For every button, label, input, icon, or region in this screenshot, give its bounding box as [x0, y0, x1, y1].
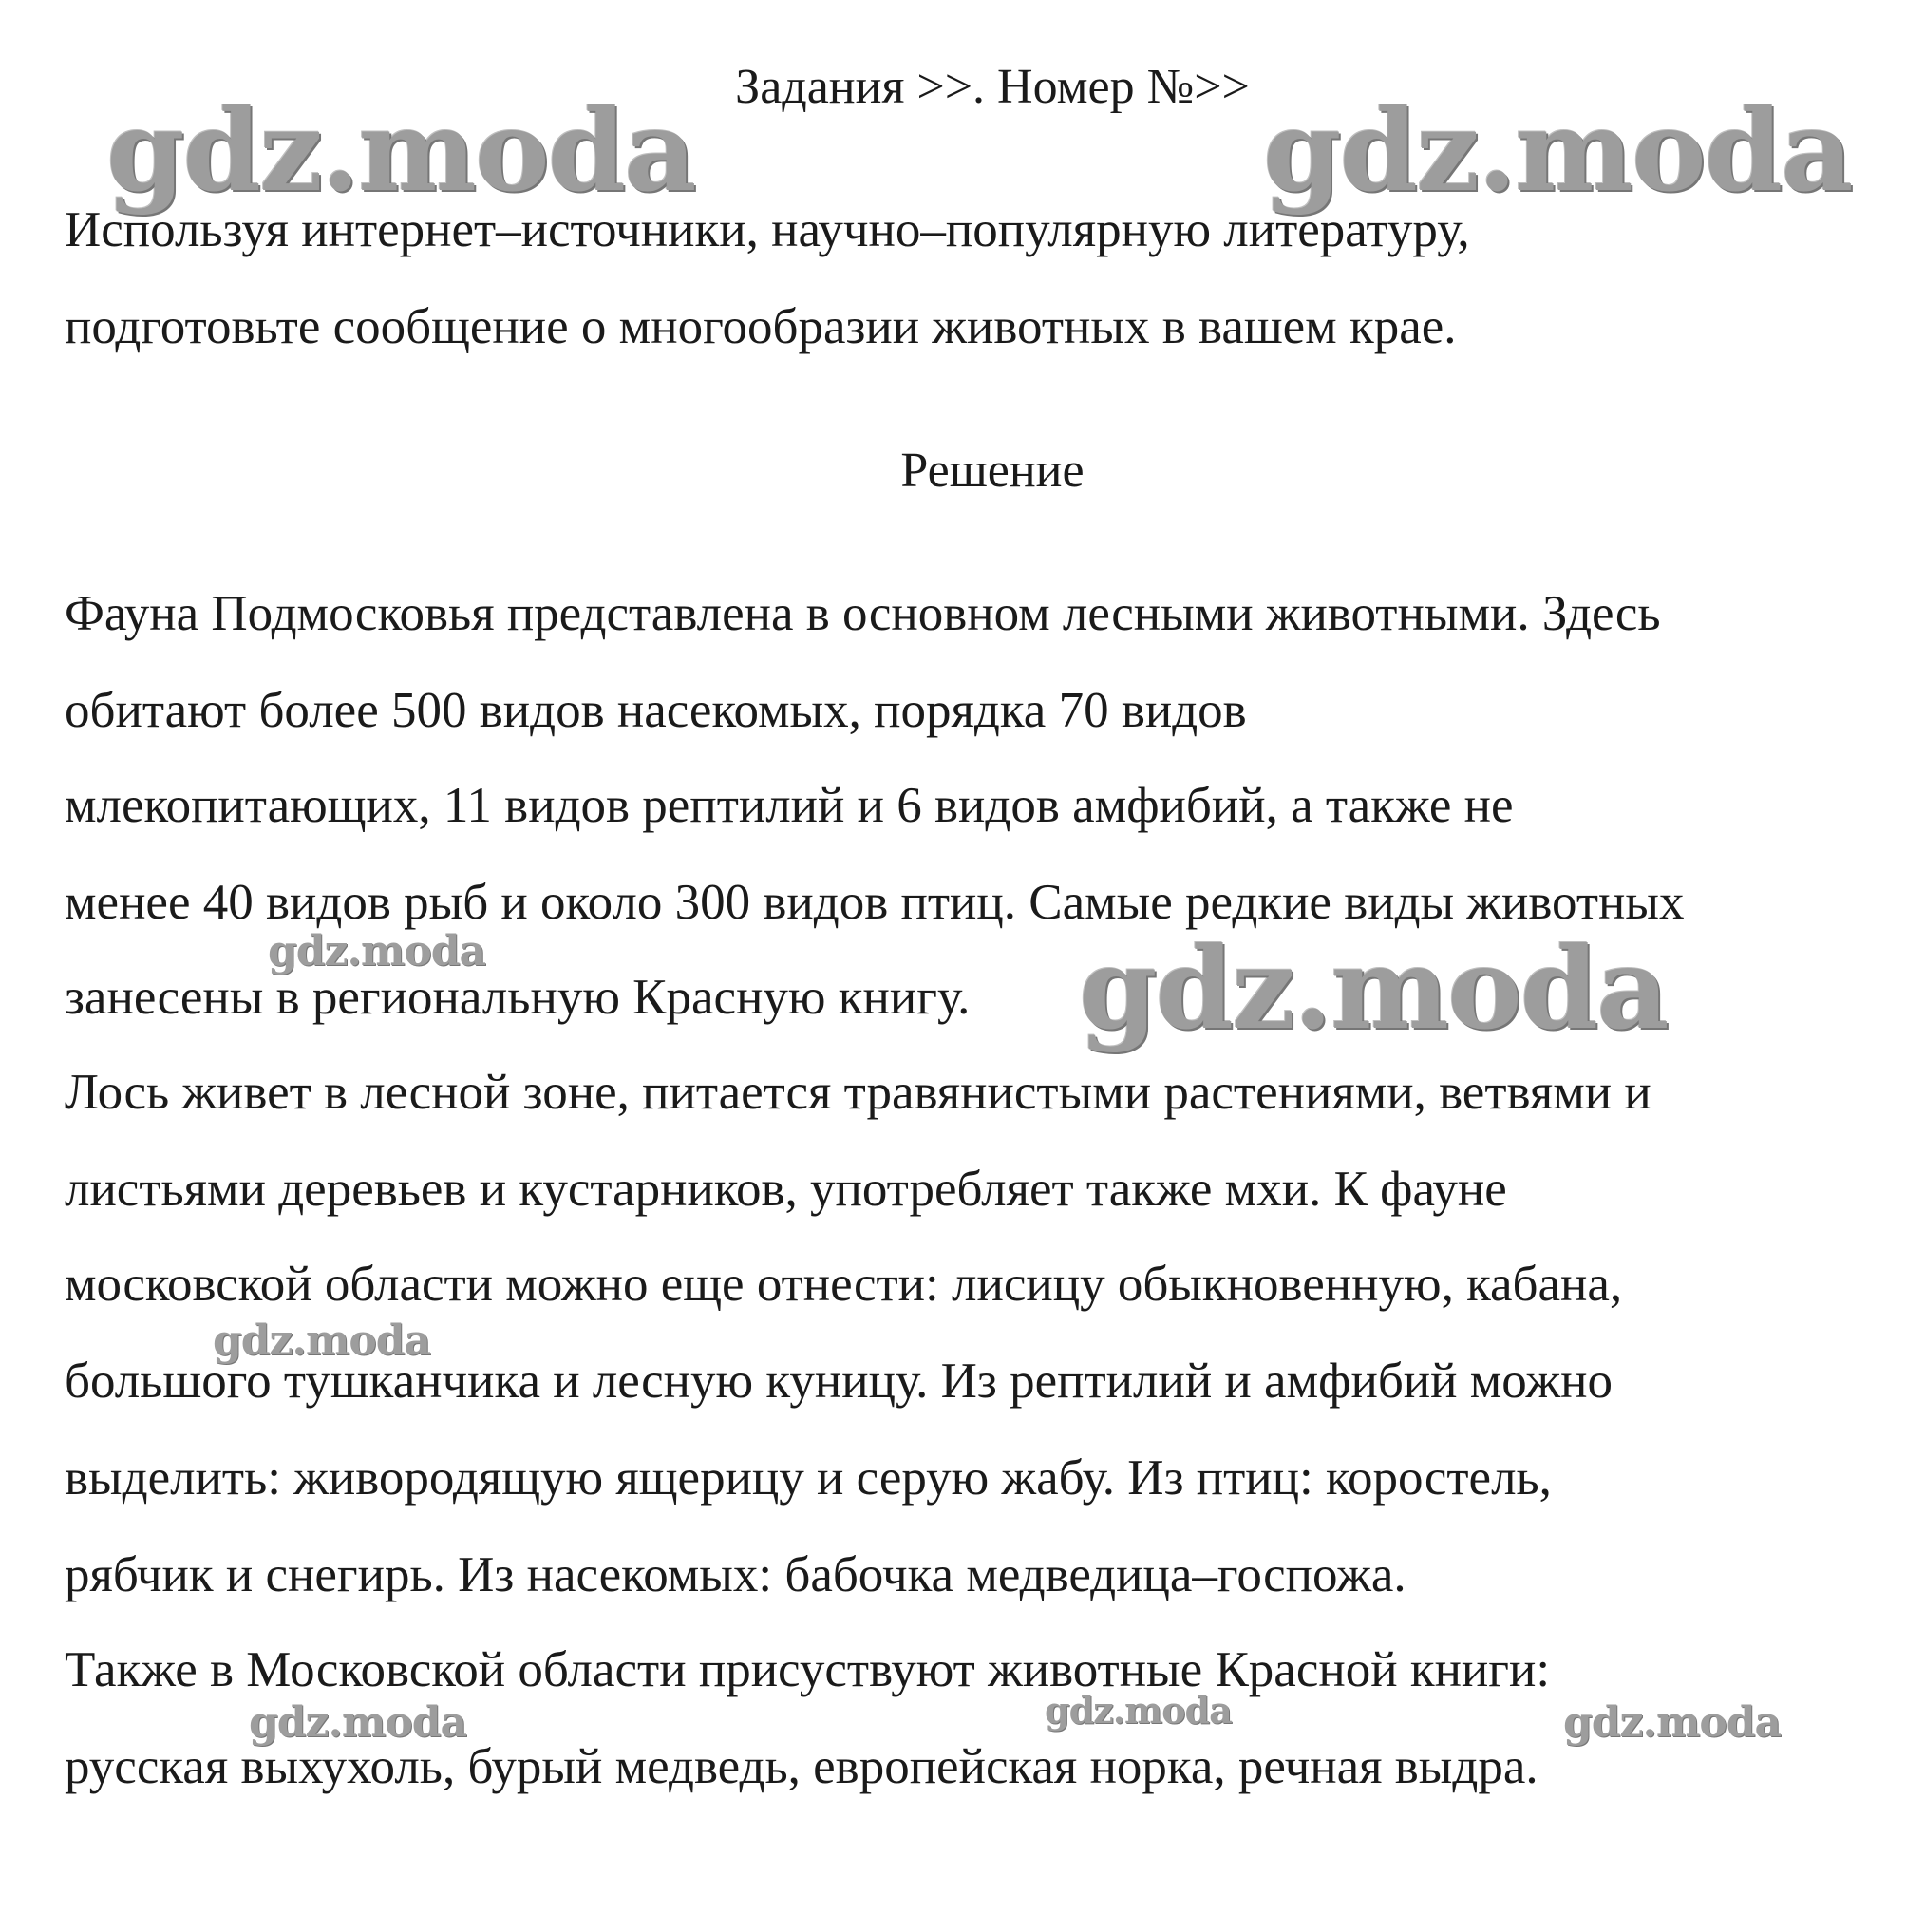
solution-line-6: Лось живет в лесной зоне, питается травянистыми растениями, ветвями и — [65, 1065, 1651, 1120]
solution-line-3: млекопитающих, 11 видов рептилий и 6 видов амфибий, а также не — [65, 778, 1514, 833]
watermark-logo: gdz.moda — [1563, 1698, 1782, 1747]
solution-line-2: обитают более 500 видов насекомых, порядка 70 видов — [65, 683, 1247, 738]
task-text-line-2: подготовьте сообщение о многообразии животных в вашем крае. — [65, 299, 1457, 354]
solution-line-8: московской области можно еще отнести: лисицу обыкновенную, кабана, — [65, 1257, 1623, 1312]
watermark-logo: gdz.moda — [1263, 85, 1852, 217]
solution-line-13: русская выхухоль, бурый медведь, европейская норка, речная выдра. — [65, 1739, 1538, 1794]
solution-line-9: большого тушканчика и лесную куницу. Из рептилий и амфибий можно — [65, 1354, 1613, 1409]
watermark-logo: gdz.moda — [213, 1316, 431, 1365]
task-text-line-1: Используя интернет–источники, научно–популярную литературу, — [65, 202, 1470, 257]
solution-line-10: выделить: живородящую ящерицу и серую жабу. Из птиц: коростель, — [65, 1450, 1552, 1506]
solution-line-11: рябчик и снегирь. Из насекомых: бабочка медведица–госпожа. — [65, 1547, 1406, 1602]
solution-line-7: листьями деревьев и кустарников, употребляет также мхи. К фауне — [65, 1162, 1507, 1217]
page-header: Задания >>. Номер №>> — [735, 60, 1250, 114]
watermark-logo: gdz.moda — [106, 85, 695, 217]
solution-line-12: Также в Московской области присуствуют животные Красной книги: — [65, 1642, 1551, 1697]
solution-line-1: Фауна Подмосковья представлена в основном лесными животными. Здесь — [65, 586, 1661, 641]
solution-title: Решение — [900, 444, 1085, 498]
watermark-logo: gdz.moda — [1045, 1689, 1232, 1732]
solution-line-4: менее 40 видов рыб и около 300 видов птиц. Самые редкие виды животных — [65, 875, 1685, 930]
watermark-logo: gdz.moda — [1079, 922, 1668, 1054]
watermark-logo: gdz.moda — [249, 1698, 467, 1747]
watermark-logo: gdz.moda — [268, 927, 486, 975]
solution-line-5: занесены в региональную Красную книгу. — [65, 970, 971, 1025]
